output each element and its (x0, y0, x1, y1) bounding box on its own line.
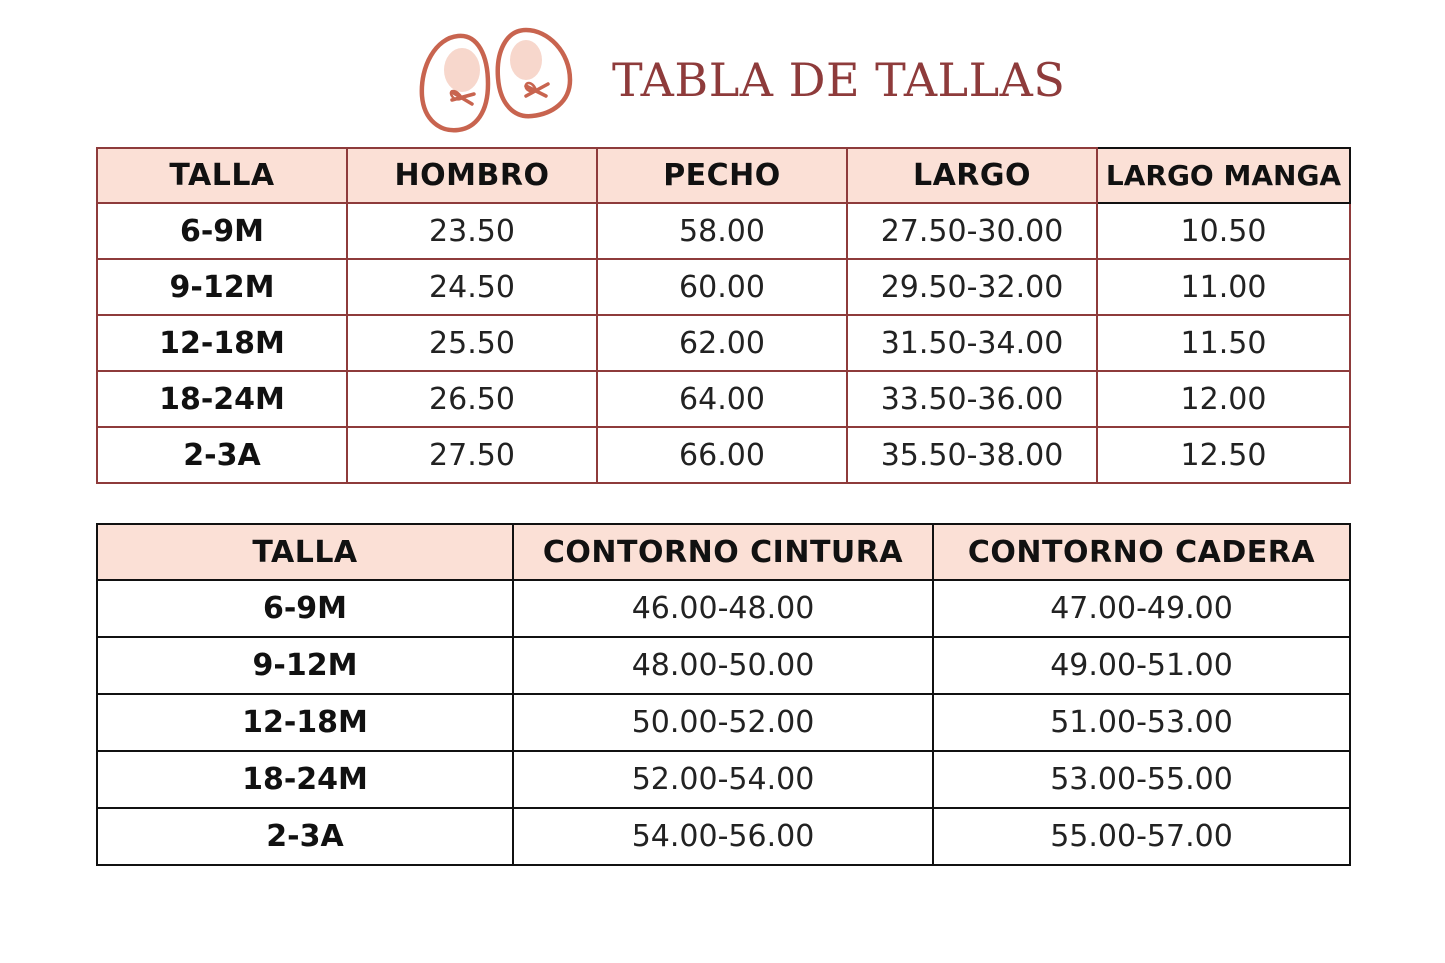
size-cell: 12-18M (97, 315, 347, 371)
table-cell: 29.50-32.00 (847, 259, 1097, 315)
column-header-largo-manga: LARGO MANGA (1097, 148, 1350, 203)
table-cell: 60.00 (597, 259, 847, 315)
column-header-pecho: PECHO (597, 148, 847, 203)
size-cell: 9-12M (97, 637, 513, 694)
table-row (97, 694, 1350, 751)
column-header-contorno-cintura: CONTORNO CINTURA (513, 524, 933, 580)
table-cell: 33.50-36.00 (847, 371, 1097, 427)
header (0, 0, 1445, 140)
column-header-talla: TALLA (97, 524, 513, 580)
table-cell: 53.00-55.00 (933, 751, 1350, 808)
table-cell: 35.50-38.00 (847, 427, 1097, 483)
table-cell: 66.00 (597, 427, 847, 483)
table-row (97, 808, 1350, 865)
table-cell: 51.00-53.00 (933, 694, 1350, 751)
table-row (97, 637, 1350, 694)
table-cell: 48.00-50.00 (513, 637, 933, 694)
size-table-upper (96, 147, 1351, 484)
table-row (97, 315, 1350, 371)
table-cell: 31.50-34.00 (847, 315, 1097, 371)
table-cell: 27.50 (347, 427, 597, 483)
table-cell: 12.50 (1097, 427, 1350, 483)
table-cell: 12.00 (1097, 371, 1350, 427)
column-header-talla: TALLA (97, 148, 347, 203)
size-cell: 2-3A (97, 808, 513, 865)
size-cell: 2-3A (97, 427, 347, 483)
table-cell: 24.50 (347, 259, 597, 315)
table-cell: 27.50-30.00 (847, 203, 1097, 259)
table-row (97, 259, 1350, 315)
column-header-contorno-cadera: CONTORNO CADERA (933, 524, 1350, 580)
table-cell: 64.00 (597, 371, 847, 427)
table-cell: 23.50 (347, 203, 597, 259)
table-cell: 62.00 (597, 315, 847, 371)
size-cell: 12-18M (97, 694, 513, 751)
table-cell: 55.00-57.00 (933, 808, 1350, 865)
size-cell: 6-9M (97, 203, 347, 259)
table-cell: 52.00-54.00 (513, 751, 933, 808)
table-row (97, 371, 1350, 427)
table-row (97, 427, 1350, 483)
table-cell: 54.00-56.00 (513, 808, 933, 865)
page-title: TABLA DE TALLAS (612, 53, 1066, 107)
table-cell: 47.00-49.00 (933, 580, 1350, 637)
size-table-lower (96, 523, 1351, 866)
column-header-largo: LARGO (847, 148, 1097, 203)
table-cell: 11.00 (1097, 259, 1350, 315)
table-row (97, 580, 1350, 637)
table-row (97, 203, 1350, 259)
size-cell: 9-12M (97, 259, 347, 315)
size-cell: 6-9M (97, 580, 513, 637)
table-cell: 11.50 (1097, 315, 1350, 371)
table-cell: 25.50 (347, 315, 597, 371)
table-cell: 46.00-48.00 (513, 580, 933, 637)
column-header-hombro: HOMBRO (347, 148, 597, 203)
table-header-row (97, 148, 1350, 203)
table-cell: 26.50 (347, 371, 597, 427)
table-header-row (97, 524, 1350, 580)
table-cell: 58.00 (597, 203, 847, 259)
table-cell: 49.00-51.00 (933, 637, 1350, 694)
table-cell: 10.50 (1097, 203, 1350, 259)
baby-shoes-icon (414, 22, 578, 138)
size-cell: 18-24M (97, 751, 513, 808)
table-cell: 50.00-52.00 (513, 694, 933, 751)
size-cell: 18-24M (97, 371, 347, 427)
table-row (97, 751, 1350, 808)
